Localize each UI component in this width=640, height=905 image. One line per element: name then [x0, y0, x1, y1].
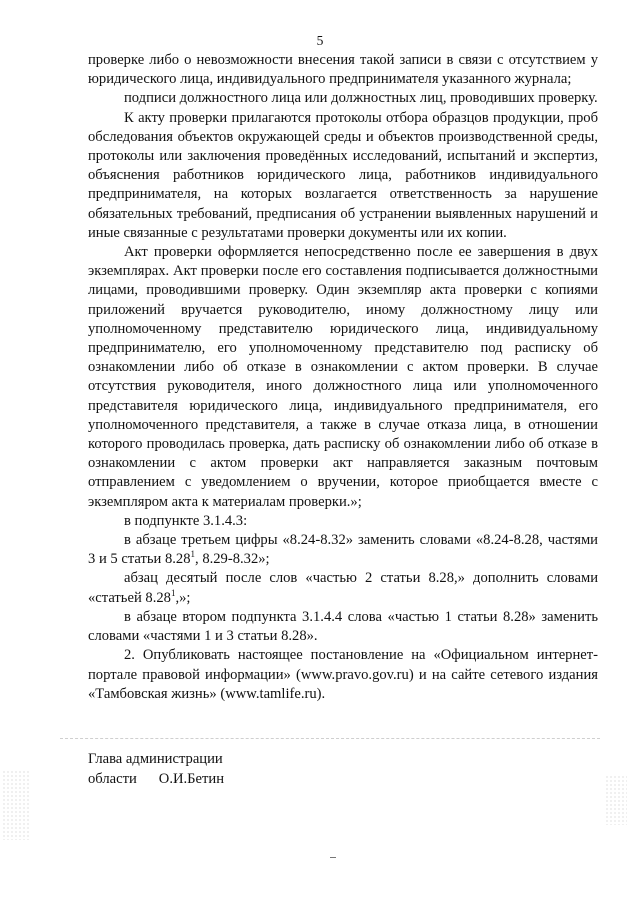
- amendment-text-end: ,»;: [175, 589, 191, 606]
- signatory-position-line2: области О.И.Бетин: [88, 770, 225, 787]
- paragraph-signatures: подписи должностного лица или должностных лиц, проводивших проверку.: [124, 90, 598, 107]
- page-number: 5: [316, 33, 324, 48]
- scan-artifact-line: [60, 738, 600, 739]
- superscript: 1: [170, 587, 176, 598]
- superscript: 1: [190, 549, 196, 560]
- scan-noise-right: [605, 775, 627, 825]
- paragraph-continuation: проверке либо о невозможности внесения такой записи в связи с отсутствием у юридического лица, индивидуального предпринимателя указанного журнала;: [88, 52, 598, 88]
- signature-block: [88, 750, 224, 789]
- paragraph-subpoint-3-1-4-3: в подпункте 3.1.4.3:: [124, 512, 248, 529]
- paragraph-act-execution: Акт проверки оформляется непосредственно после ее завершения в двух экземплярах. Акт проверки после его составления подписывается должностными лицами, проводившими проверку. Один экземпляр акта проверки с копиями приложений вручается руководителю, иному должностному лицу или уполномоченному представителю юридического лица, индивидуальному предпринимателю, его уполномоченному представителю под расписку об ознакомлении либо об отказе в ознакомлении с актом проверки. В случае отсутствия руководителя, иного должностного лица или уполномоченного представителя юридического лица, индивидуального предпринимателя, его уполномоченного представителя, а также в случае отказа лица, в отношении которого проводилась проверка, дать расписку об ознакомлении либо об отказе в ознакомлении с актом проверки акт направляется заказным почтовым отправлением с уведомлением о вручении, которое приобщается вместе с экземпляром акта к материалам проверки.»;: [88, 244, 598, 510]
- signatory-position: Глава администрации: [88, 751, 223, 767]
- scan-mark: [330, 857, 336, 858]
- paragraph-tenth-abzac: [88, 569, 598, 607]
- amendment-text: в абзаце третьем цифры «8.24-8.32» заменить словами «8.24-8.28, частями 3 и 5 статьи 8.28: [88, 532, 598, 568]
- amendment-text-end: , 8.29-8.32»;: [195, 551, 270, 568]
- paragraph-attachments: К акту проверки прилагаются протоколы отбора образцов продукции, проб обследования объектов окружающей среды и объектов производственной среды, протоколы или заключения проведённых исследований, испытаний и экспертиз, объяснения работников юридического лица, работников индивидуального предпринимателя, на которых возлагается ответственность за нарушение обязательных требований, предписания об устранении выявленных нарушений и иные связанные с результатами проверки документы или их копии.: [88, 109, 598, 241]
- paragraph-third-abzac: [88, 531, 598, 569]
- amendment-text: абзац десятый после слов «частью 2 статьи 8.28,» дополнить словами «статьей 8.28: [88, 570, 598, 606]
- document-body: [88, 51, 598, 704]
- paragraph-subpoint-3-1-4-4: в абзаце втором подпункта 3.1.4.4 слова «частью 1 статьи 8.28» заменить словами «частями 1 и 3 статьи 8.28».: [88, 608, 598, 645]
- paragraph-publication: 2. Опубликовать настоящее постановление на «Официальном интернет-портале правовой информации» (www.pravo.gov.ru) и на сайте сетевого издания «Тамбовская жизнь» (www.tamlife.ru).: [88, 647, 598, 702]
- scan-noise-left: [2, 770, 30, 840]
- signatory-name: О.И.Бетин: [158, 770, 225, 787]
